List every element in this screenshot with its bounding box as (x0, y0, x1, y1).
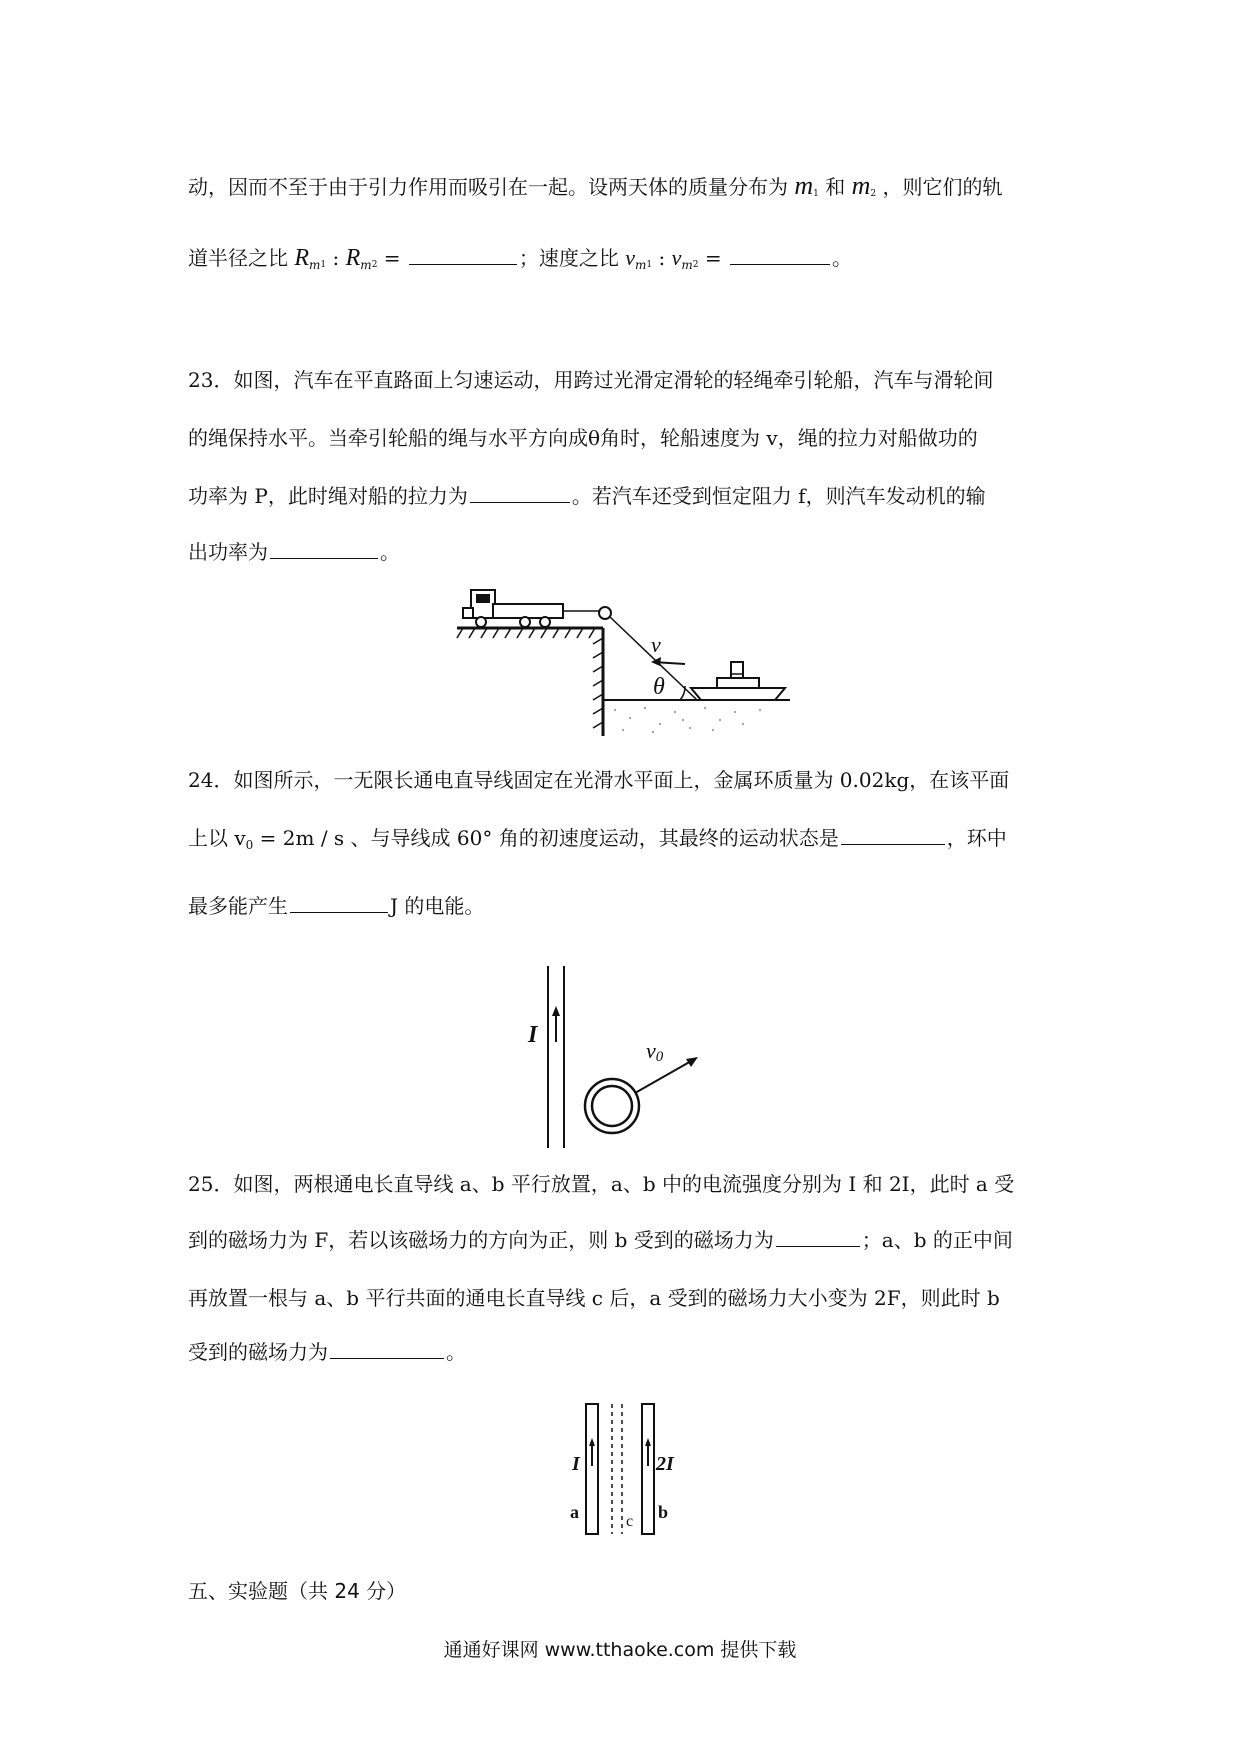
q23-line2: 的绳保持水平。当牵引轮船的绳与水平方向成θ角时，轮船速度为 v，绳的拉力对船做功的 (188, 426, 978, 450)
fig-label-I: I (572, 1453, 580, 1475)
q25-line3: 再放置一根与 a、b 平行共面的通电长直导线 c 后，a 受到的磁场力大小变为 2F，则此时 b (188, 1286, 1000, 1310)
fig-label-2I: 2I (656, 1453, 674, 1475)
q25-figure (560, 1400, 700, 1540)
answer-blank[interactable] (330, 1340, 444, 1359)
fig-label-c: c (626, 1513, 634, 1530)
section-heading: 五、实验题（共 24 分） (188, 1579, 407, 1603)
fig-label-a: a (570, 1502, 579, 1522)
wire-b (642, 1404, 654, 1534)
q24-line3: 最多能产生 J 的电能。 (188, 894, 485, 918)
q24-figure (500, 962, 710, 1152)
fig-label-v0: v0 (646, 1038, 664, 1065)
q23-line1: 23．如图，汽车在平直路面上匀速运动，用跨过光滑定滑轮的轻绳牵引轮船，汽车与滑轮间 (188, 368, 994, 392)
fig-label-b: b (658, 1502, 669, 1522)
q23-line3: 功率为 P，此时绳对船的拉力为 。若汽车还受到恒定阻力 f，则汽车发动机的输 (188, 484, 986, 508)
q23-figure (455, 578, 800, 738)
fig-label-v: v (651, 632, 661, 657)
q23-line4: 出功率为 。 (188, 540, 400, 564)
q22-line1: 动，因而不至于由于引力作用而吸引在一起。设两天体的质量分布为 m1 和 m2 ，则它们的轨 (188, 171, 1003, 200)
fig-label-theta: θ (653, 674, 665, 700)
wire-a (586, 1404, 598, 1534)
q24-line1: 24．如图所示，一无限长通电直导线固定在光滑水平面上，金属环质量为 0.02kg，在该平面 (188, 768, 1010, 792)
answer-blank[interactable] (470, 484, 570, 503)
answer-blank[interactable] (776, 1228, 860, 1247)
q25-line2: 到的磁场力为 F，若以该磁场力的方向为正，则 b 受到的磁场力为 ；a、b 的正中间 (188, 1228, 1013, 1252)
q25-line4: 受到的磁场力为 。 (188, 1340, 466, 1364)
fig-label-current: I (528, 1022, 538, 1048)
q24-line2: 上以 $v_0 = 2m / s$ 、与导线成 60° 角的初速度运动，其最终的运动状态是 ，环中 (188, 826, 1007, 852)
answer-blank[interactable] (841, 826, 945, 845)
page-footer: 通通好课网 www.tthaoke.com 提供下载 (443, 1639, 797, 1661)
answer-blank[interactable] (730, 246, 830, 265)
answer-blank[interactable] (270, 540, 378, 559)
boat-icon (691, 662, 785, 700)
q22-line2: 道半径之比 $R_m1$ : $R_m2$ = ；速度之比 $v_m1$ : $v_m2$ = 。 (188, 245, 852, 272)
answer-blank[interactable] (290, 894, 388, 913)
answer-blank[interactable] (409, 246, 517, 265)
q25-line1: 25．如图，两根通电长直导线 a、b 平行放置，a、b 中的电流强度分别为 I 和 2I，此时 a 受 (188, 1172, 1015, 1196)
car-icon (463, 590, 563, 627)
